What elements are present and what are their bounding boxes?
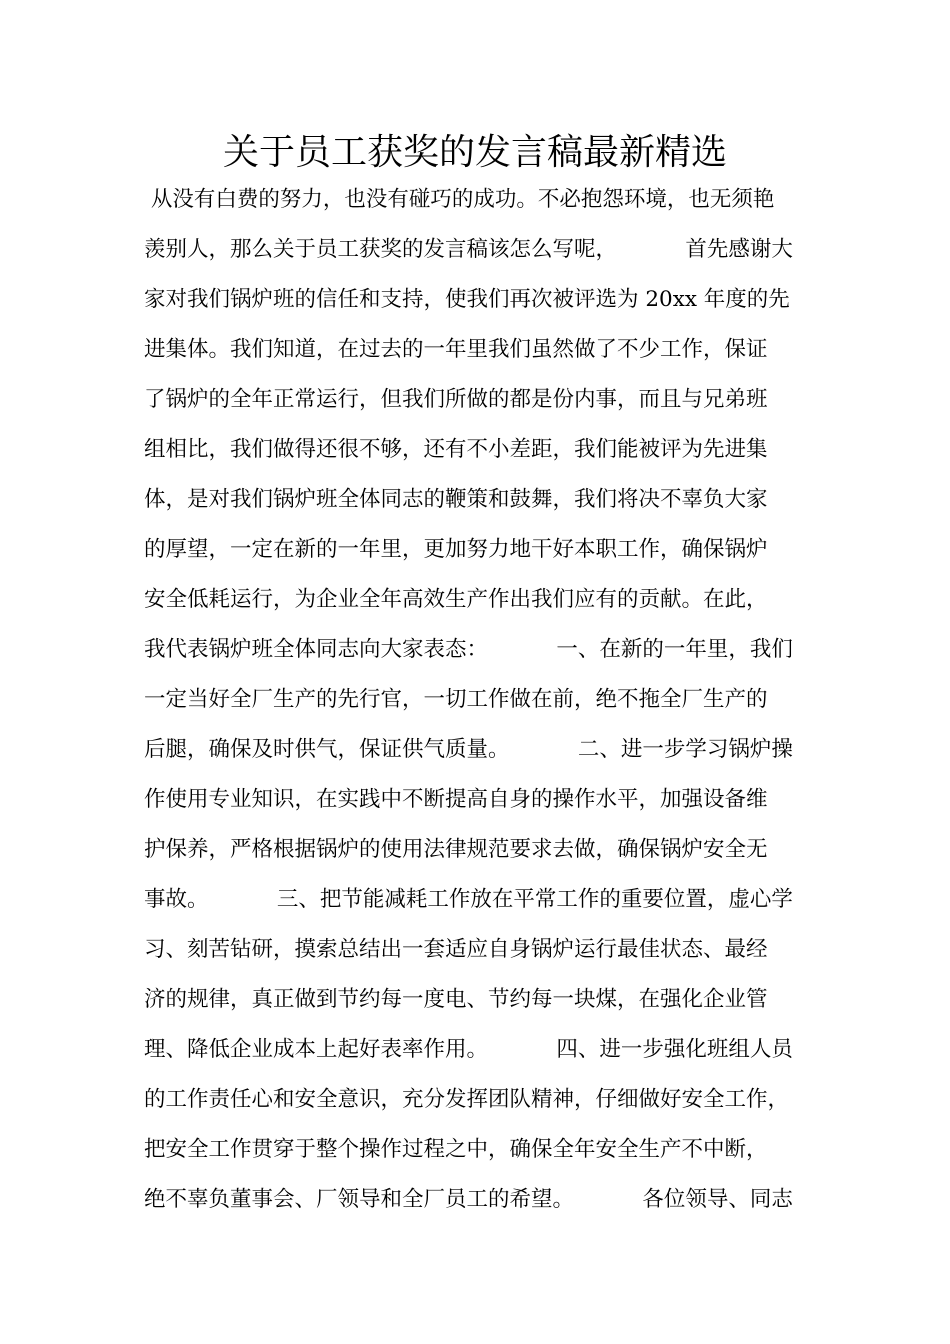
body-line: 绝不辜负董事会、厂领导和全厂员工的希望。 各位领导、同志 xyxy=(144,1187,793,1212)
body-line: 习、刻苦钻研，摸索总结出一套适应自身锅炉运行最佳状态、最经 xyxy=(144,937,768,962)
body-line: 从没有白费的努力，也没有碰巧的成功。不必抱怨环境，也无须艳 xyxy=(144,187,775,212)
body-line: 了锅炉的全年正常运行，但我们所做的都是份内事，而且与兄弟班 xyxy=(144,387,768,412)
body-line: 事故。 三、把节能减耗工作放在平常工作的重要位置，虚心学 xyxy=(144,887,793,912)
body-line: 把安全工作贯穿于整个操作过程之中，确保全年安全生产不中断， xyxy=(144,1137,768,1162)
body-line: 济的规律，真正做到节约每一度电、节约每一块煤，在强化企业管 xyxy=(144,987,768,1012)
body-line: 护保养，严格根据锅炉的使用法律规范要求去做，确保锅炉安全无 xyxy=(144,837,768,862)
document-title: 关于员工获奖的发言稿最新精选 xyxy=(222,132,727,173)
body-line: 理、降低企业成本上起好表率作用。 四、进一步强化班组人员 xyxy=(144,1037,793,1062)
body-line: 的厚望，一定在新的一年里，更加努力地干好本职工作，确保锅炉 xyxy=(144,537,768,562)
body-line: 家对我们锅炉班的信任和支持，使我们再次被评选为 20xx 年度的先 xyxy=(144,287,790,312)
body-line: 作使用专业知识，在实践中不断提高自身的操作水平，加强设备维 xyxy=(144,787,768,812)
body-line: 后腿，确保及时供气，保证供气质量。 二、进一步学习锅炉操 xyxy=(144,737,793,762)
body-line: 的工作责任心和安全意识，充分发挥团队精神，仔细做好安全工作， xyxy=(144,1087,790,1112)
body-line: 体，是对我们锅炉班全体同志的鞭策和鼓舞，我们将决不辜负大家 xyxy=(144,487,768,512)
body-line: 我代表锅炉班全体同志向大家表态： 一、在新的一年里，我们 xyxy=(144,637,793,662)
body-line: 组相比，我们做得还很不够，还有不小差距，我们能被评为先进集 xyxy=(144,437,768,462)
body-line: 一定当好全厂生产的先行官，一切工作做在前，绝不拖全厂生产的 xyxy=(144,687,768,712)
body-line: 羡别人，那么关于员工获奖的发言稿该怎么写呢， 首先感谢大 xyxy=(144,237,793,262)
body-line: 进集体。我们知道，在过去的一年里我们虽然做了不少工作，保证 xyxy=(144,337,768,362)
body-line: 安全低耗运行，为企业全年高效生产作出我们应有的贡献。在此， xyxy=(144,587,768,612)
